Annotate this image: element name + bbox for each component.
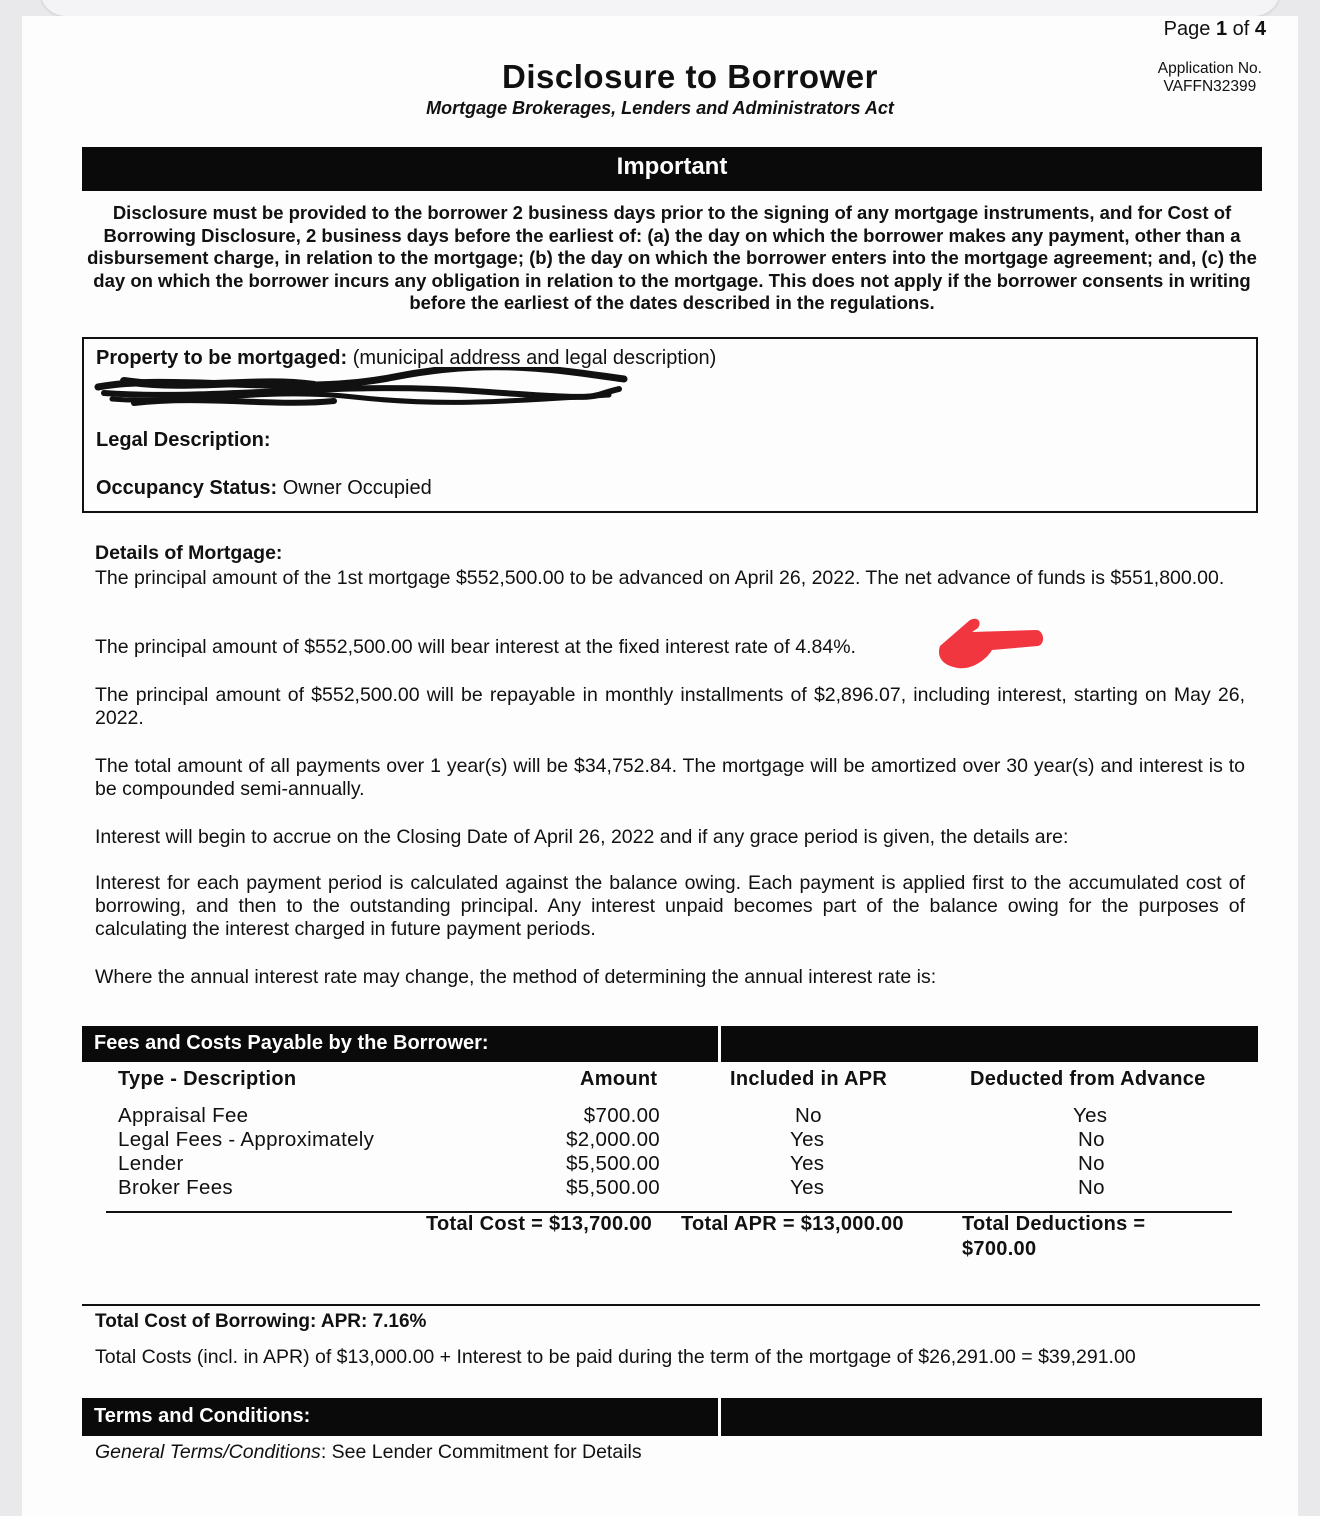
- occupancy-label: Occupancy Status:: [96, 477, 278, 499]
- total-costs-line: Total Costs (incl. in APR) of $13,000.00 + Interest to be paid during the term of the mortgage of $26,291.00 = $39,291.00: [95, 1346, 1136, 1368]
- property-label-note: (municipal address and legal description): [352, 347, 717, 369]
- occupancy-row: [96, 477, 432, 500]
- fee-type: Broker Fees: [118, 1176, 233, 1199]
- total-deductions-label: Total Deductions =: [962, 1213, 1146, 1235]
- general-terms-label: General Terms/Conditions: [95, 1441, 321, 1463]
- important-heading-bar: [82, 147, 1262, 191]
- column-header-deducted: Deducted from Advance: [970, 1068, 1206, 1090]
- details-paragraph-5: Interest will begin to accrue on the Closing Date of April 26, 2022 and if any grace period is given, the details are:: [95, 826, 1069, 848]
- fee-included-apr: No: [795, 1104, 822, 1127]
- redacted-address-scribble: [94, 367, 634, 411]
- details-paragraph-6: Interest for each payment period is calculated against the balance owing. Each payment is applied first to the accumulated cost of borrowing, and then to the outstanding principal. Any interest unpaid becomes part of the balance owing for the purposes of calculating the interest charged in future payment periods.: [95, 872, 1245, 940]
- total-cost-of-borrowing: Total Cost of Borrowing: APR: 7.16%: [95, 1311, 427, 1332]
- terms-bar-divider: [718, 1398, 721, 1436]
- fee-included-apr: Yes: [790, 1152, 825, 1175]
- fees-bar-divider: [718, 1026, 721, 1062]
- fee-type: Appraisal Fee: [118, 1104, 249, 1127]
- fee-included-apr: Yes: [790, 1176, 825, 1199]
- details-paragraph-7: Where the annual interest rate may change, the method of determining the annual interest rate is:: [95, 966, 937, 988]
- fee-amount: $5,500.00: [566, 1152, 660, 1175]
- legal-description-row: [96, 429, 270, 452]
- fees-heading-bar: [82, 1026, 1258, 1062]
- property-label: Property to be mortgaged:: [96, 347, 348, 369]
- document-subtitle: Mortgage Brokerages, Lenders and Administrators Act: [426, 98, 894, 118]
- fee-amount: $5,500.00: [566, 1176, 660, 1199]
- column-header-type: Type - Description: [118, 1068, 297, 1090]
- column-header-included-apr: Included in APR: [730, 1068, 888, 1090]
- fee-amount: $2,000.00: [566, 1128, 660, 1151]
- terms-heading-bar: [82, 1398, 1262, 1436]
- fee-amount: $700.00: [583, 1104, 660, 1127]
- application-number: VAFFN32399: [1163, 78, 1257, 95]
- column-header-amount: Amount: [580, 1068, 658, 1090]
- general-terms: [95, 1441, 642, 1464]
- important-notice: Disclosure must be provided to the borrower 2 business days prior to the signing of any mortgage instruments, and for Cost of Borrowing Disclosure, 2 business days before the earliest of: (a) the day on which the borrower makes any payment, other than a disbursement charge, in relation to the mortgage; (b) the day on which the borrower enters into the mortgage agreement; and, (c) the day on which the borrower incurs any obligation in relation to the mortgage. This does not apply if the borrower consents in writing before the earliest of the dates described in the regulations.: [87, 202, 1257, 313]
- legal-description-label: Legal Description:: [96, 429, 271, 451]
- fee-included-apr: Yes: [790, 1128, 825, 1151]
- red-arrow-annotation: [932, 614, 1048, 674]
- total-deductions-value: $700.00: [962, 1238, 1037, 1260]
- details-paragraph-4: The total amount of all payments over 1 year(s) will be $34,752.84. The mortgage will be amortized over 30 year(s) and interest is to be compounded semi-annually.: [95, 755, 1245, 800]
- fee-deducted: No: [1078, 1128, 1105, 1151]
- details-heading: Details of Mortgage:: [95, 542, 283, 564]
- details-paragraph-1: The principal amount of the 1st mortgage $552,500.00 to be advanced on April 26, 2022. The net advance of funds is $551,800.00.: [95, 567, 1225, 589]
- fees-heading: Fees and Costs Payable by the Borrower:: [94, 1032, 489, 1054]
- details-paragraph-2: The principal amount of $552,500.00 will bear interest at the fixed interest rate of 4.84%.: [95, 636, 856, 658]
- borrowing-divider: [82, 1304, 1260, 1306]
- property-box: [82, 337, 1258, 513]
- important-heading: Important: [616, 153, 728, 180]
- total-apr: Total APR = $13,000.00: [681, 1213, 904, 1235]
- document-title: Disclosure to Borrower: [502, 58, 878, 95]
- total-cost: Total Cost = $13,700.00: [426, 1213, 653, 1235]
- fee-type: Lender: [118, 1152, 184, 1175]
- general-terms-text: : See Lender Commitment for Details: [320, 1441, 642, 1463]
- page-number: Page 1 of 4: [1163, 18, 1266, 40]
- fee-deducted: No: [1078, 1152, 1105, 1175]
- terms-heading: Terms and Conditions:: [94, 1405, 311, 1427]
- occupancy-value: Owner Occupied: [282, 477, 432, 499]
- document-page: [22, 16, 1298, 1516]
- application-label: Application No.: [1157, 60, 1262, 77]
- details-paragraph-3: The principal amount of $552,500.00 will be repayable in monthly installments of $2,896.07, including interest, starting on May 26, 2022.: [95, 684, 1245, 729]
- browser-top-bar: [40, 0, 1280, 16]
- fee-type: Legal Fees - Approximately: [118, 1128, 375, 1151]
- fee-deducted: No: [1078, 1176, 1105, 1199]
- fee-deducted: Yes: [1073, 1104, 1108, 1127]
